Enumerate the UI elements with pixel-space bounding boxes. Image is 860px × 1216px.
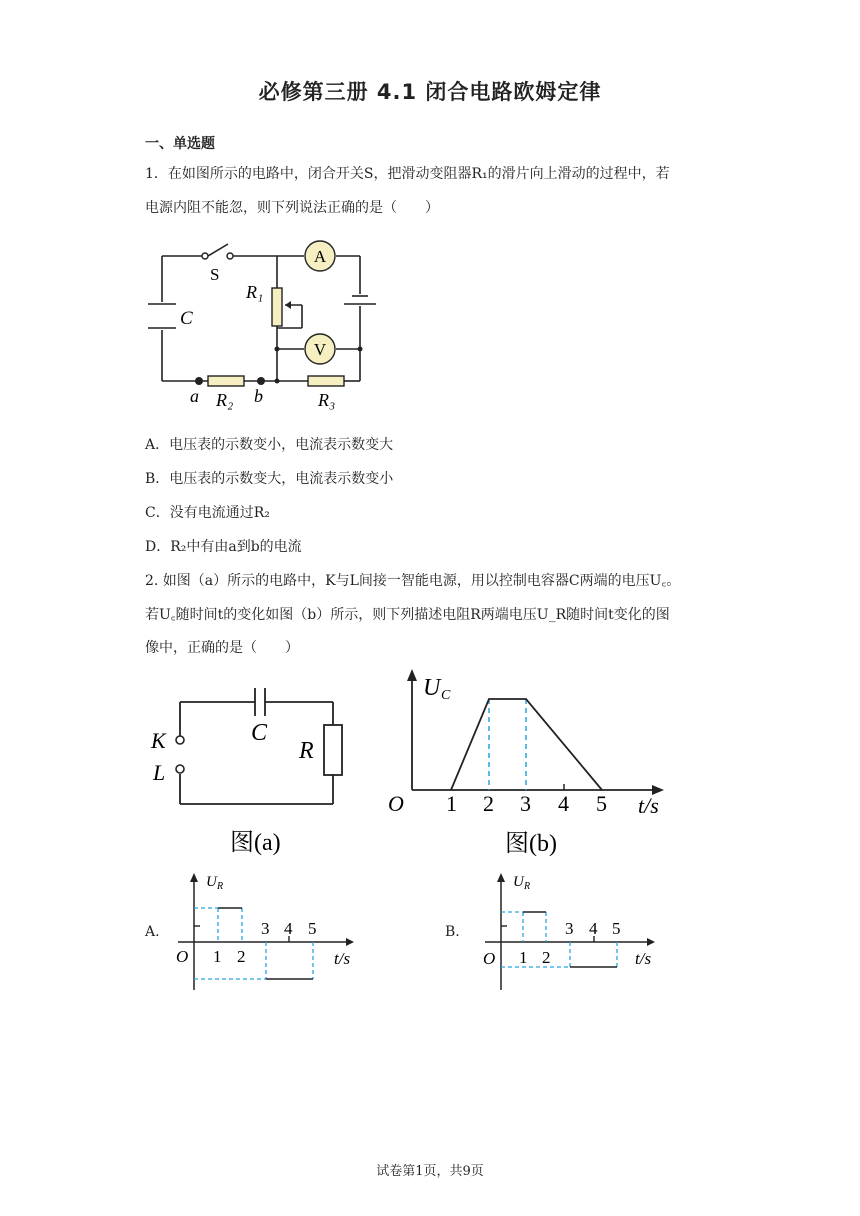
tick-1: 1 <box>519 948 528 967</box>
tick-4: 4 <box>284 919 293 938</box>
q2-option-b-label: B. <box>445 924 460 940</box>
q1-option-a: A．电压表的示数变小，电流表示数变大 <box>145 437 394 453</box>
tick-2: 2 <box>542 948 551 967</box>
q1-circuit-diagram <box>140 232 380 412</box>
q1-option-d: D．R₂中有由a到b的电流 <box>145 539 302 555</box>
q2-text-line1: 2. 如图（a）所示的电路中，K与L间接一智能电源，用以控制电容器C两端的电压U꜀。 <box>145 573 681 589</box>
resistor-r-label: R <box>299 738 314 764</box>
r1-label: R₁ <box>246 282 264 302</box>
t-axis-label: t/s <box>334 949 351 968</box>
q2-option-a-graph <box>168 866 368 996</box>
page-title: 必修第三册 4.1 闭合电路欧姆定律 <box>258 80 602 104</box>
capacitor-c-label: C <box>251 720 268 746</box>
q2-option-b-graph <box>475 866 675 996</box>
tick-3: 3 <box>565 919 574 938</box>
origin-label: O <box>388 791 404 816</box>
section-heading: 一、单选题 <box>145 136 215 152</box>
node-a-label: a <box>190 386 199 406</box>
q1-text-line2: 电源内阻不能忽，则下列说法正确的是（ ） <box>145 200 439 216</box>
capacitor-label: C <box>180 308 193 329</box>
q2-figure-a <box>145 680 360 860</box>
q2-text-line2: 若U꜀随时间t的变化如图（b）所示，则下列描述电阻R两端电压U_R随时间t变化的图 <box>145 607 670 623</box>
origin-label: O <box>176 947 189 966</box>
page-footer: 试卷第1页，共9页 <box>376 1164 484 1179</box>
q1-option-c: C．没有电流通过R₂ <box>145 505 270 521</box>
ammeter-label: A <box>313 247 327 266</box>
tick-5: 5 <box>612 919 621 938</box>
ur-axis-label: U <box>513 874 524 890</box>
tick-2: 2 <box>237 947 246 966</box>
r2-label: R₂ <box>216 390 234 410</box>
tick-2: 2 <box>483 791 494 816</box>
tick-4: 4 <box>558 791 569 816</box>
tick-4: 4 <box>589 919 598 938</box>
t-axis-label: t/s <box>638 793 659 818</box>
q1-option-b: B．电压表的示数变大，电流表示数变小 <box>145 471 394 487</box>
figure-a-caption: 图(a) <box>230 830 281 856</box>
voltmeter-label: V <box>313 340 327 359</box>
origin-label: O <box>483 949 496 968</box>
q2-text-line3: 像中，正确的是（ ） <box>145 640 299 656</box>
tick-1: 1 <box>446 791 457 816</box>
uc-axis-label: U <box>423 675 441 701</box>
tick-5: 5 <box>596 791 607 816</box>
t-axis-label: t/s <box>635 949 652 968</box>
terminal-l-label: L <box>153 760 166 785</box>
ur-axis-label: U <box>206 874 217 890</box>
node-b-label: b <box>254 386 263 406</box>
tick-3: 3 <box>261 919 270 938</box>
q2-figure-b-uc-graph <box>380 665 670 865</box>
q2-option-a-label: A. <box>145 924 160 940</box>
tick-1: 1 <box>213 947 222 966</box>
switch-label: S <box>210 265 220 284</box>
figure-b-caption: 图(b) <box>505 831 557 857</box>
r3-label: R₃ <box>318 390 336 410</box>
tick-3: 3 <box>520 791 531 816</box>
ur-axis-subscript: R <box>524 881 531 892</box>
uc-axis-subscript: C <box>441 688 451 703</box>
ur-axis-subscript: R <box>217 881 224 892</box>
q1-text-line1: 1．在如图所示的电路中，闭合开关S，把滑动变阻器R₁的滑片向上滑动的过程中，若 <box>145 166 670 182</box>
terminal-k-label: K <box>151 728 166 753</box>
tick-5: 5 <box>308 919 317 938</box>
